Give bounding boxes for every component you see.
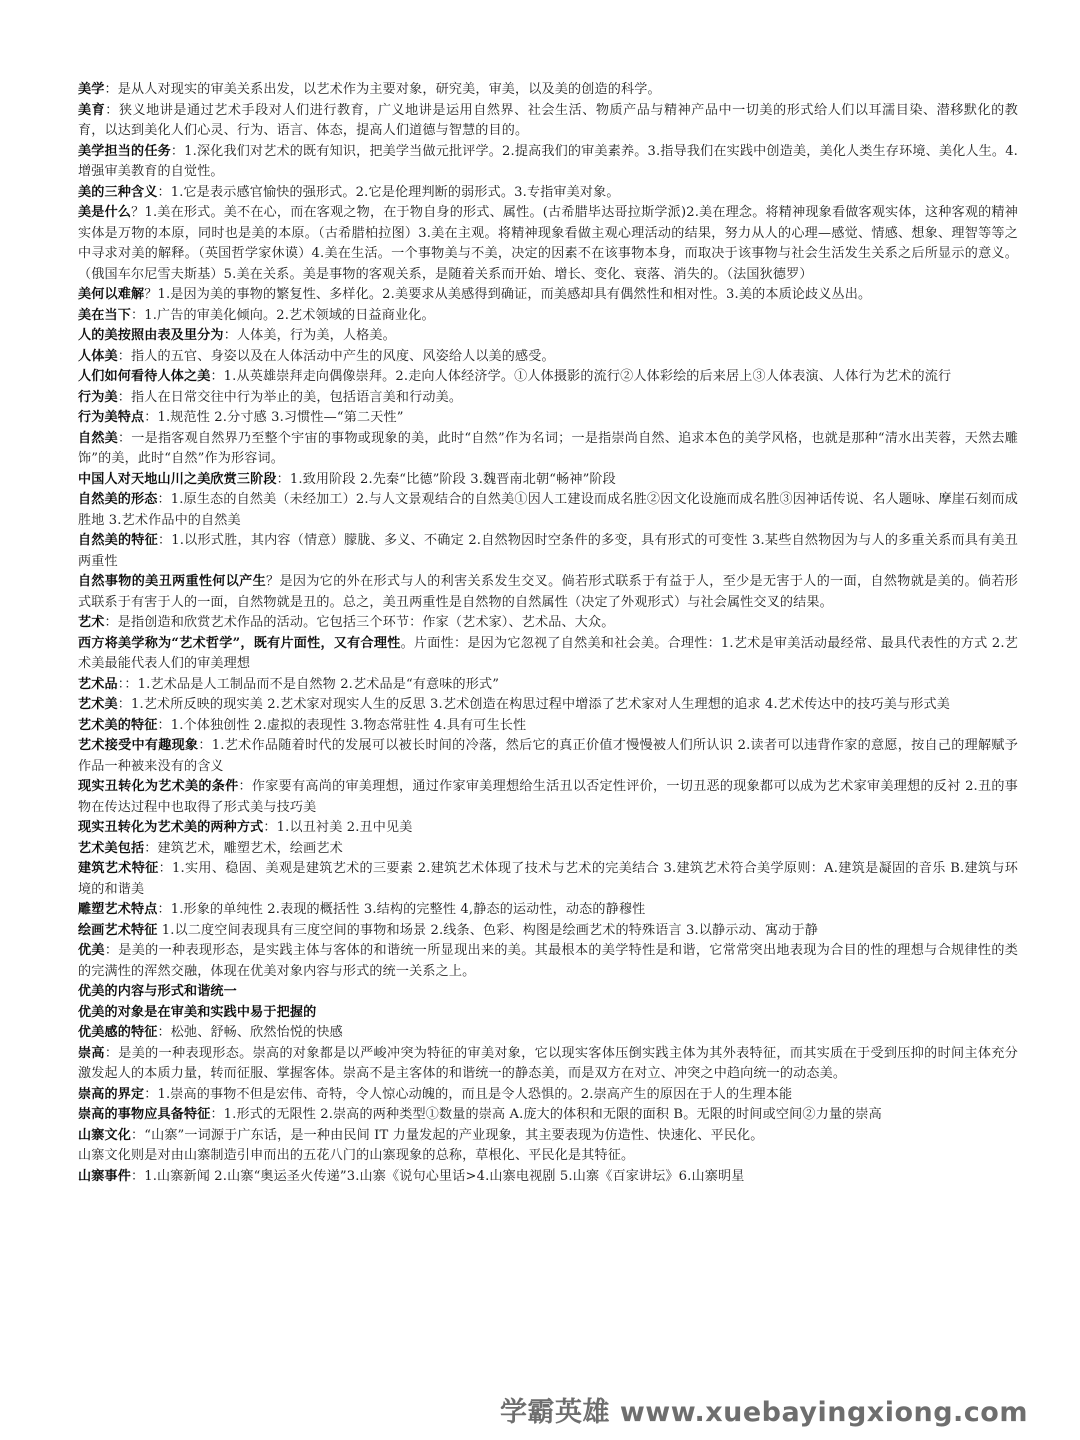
entry-paragraph (78, 326, 1018, 347)
entry-text: ：1.实用、稳固、美观是建筑艺术的三要素 2.建筑艺术体现了技术与艺术的完美结合 3.建筑艺术符合美学原则：A.建筑是凝固的音乐 B.建筑与环境的和谐美 (78, 861, 1019, 897)
entry-paragraph (78, 859, 1018, 900)
entry-term: 雕塑艺术特点 (78, 902, 158, 917)
entry-term: 西方将美学称为“艺术哲学”，既有片面性，又有合理性 (78, 635, 401, 651)
entry-term: 人们如何看待人体之美 (78, 369, 211, 384)
entry-paragraph (78, 203, 1018, 285)
entry-paragraph (78, 839, 1018, 860)
entry-paragraph (78, 306, 1018, 327)
entry-term: 自然事物的美丑两重性何以产生 (78, 574, 267, 589)
entry-text: ：1.形式的无限性 2.崇高的两种类型①数量的崇高 A.庞大的体积和无限的面积 B。无限的时间或空间②力量的崇高 (210, 1107, 882, 1122)
entry-term: 美在当下 (78, 307, 131, 323)
entry-paragraph (78, 367, 1018, 388)
entry-term: 崇高 (78, 1045, 105, 1061)
entry-paragraph (78, 613, 1018, 634)
entry-term: 美学 (78, 82, 105, 97)
site-watermark: 学霸英雄 www.xuebayingxiong.com (499, 1397, 1028, 1428)
entry-text: ：狭义地讲是通过艺术手段对人们进行教育，广义地讲是运用自然界、社会生活、物质产品与精神产品中一切美的形式给人们以耳濡目染、潜移默化的教育，以达到美化人们心灵、行为、语言、体态，提高人们道德与智慧的目的。 (78, 102, 1018, 138)
entry-text: ：1.它是表示感官愉快的强形式。2.它是伦理判断的弱形式。3.专指审美对象。 (157, 184, 620, 200)
entry-paragraph (78, 183, 1018, 204)
entry-paragraph (78, 921, 1018, 942)
entry-text: ：指人在日常交往中行为举止的美，包括语言美和行动美。 (117, 389, 463, 405)
entry-term: 现实丑转化为艺术美的条件 (78, 779, 239, 794)
entry-term: 行为美 (78, 389, 118, 405)
entry-paragraph (78, 818, 1018, 839)
entry-term: 自然美 (78, 430, 118, 446)
entry-text: ：1.致用阶段 2.先秦“比德”阶段 3.魏晋南北朝“畅神”阶段 (276, 471, 616, 487)
entry-text: ：一是指客观自然界乃至整个宇宙的事物或现象的美，此时“自然”作为名词；一是指崇尚自然、追求本色的美学风格，也就是那种“清水出芙蓉，天然去雕饰”的美，此时“自然”作为形容词。 (78, 430, 1019, 466)
entry-paragraph (78, 716, 1018, 737)
entry-text: ：人体美，行为美，人格美。 (223, 328, 396, 343)
entry-paragraph (78, 408, 1018, 429)
entry-term: 优美的对象是在审美和实践中易于把握的 (78, 1004, 317, 1020)
entry-text: ：是从人对现实的审美关系出发，以艺术作为主要对象，研究美，审美，以及美的创造的科学。 (104, 82, 661, 97)
entry-text: ：1.形象的单纯性 2.表现的概括性 3.结构的完整性 4,静态的运动性，动态的静穆性 (157, 902, 646, 917)
entry-paragraph (78, 285, 1018, 306)
entry-text: ：松弛、舒畅、欣然怡悦的快感 (157, 1025, 343, 1040)
entry-term: 建筑艺术特征 (78, 861, 159, 876)
entry-paragraph (78, 941, 1018, 982)
entry-term: 艺术美包括 (78, 840, 145, 856)
entry-paragraph (78, 429, 1018, 470)
entry-text: ：1.崇高的事物不但是宏伟、奇特，令人惊心动魄的，而且是令人恐惧的。2.崇高产生的原因在于人的生理本能 (144, 1086, 793, 1102)
entry-term: 优美 (78, 943, 105, 958)
entry-term: 自然美的特征 (78, 533, 158, 548)
entry-text: ：建筑艺术，雕塑艺术，绘画艺术 (144, 840, 343, 856)
entry-term: 艺术 (78, 615, 105, 630)
entry-paragraph (78, 1003, 1018, 1024)
entry-paragraph (78, 1167, 1018, 1188)
entry-paragraph (78, 634, 1018, 675)
entry-term: 自然美的形态 (78, 492, 158, 507)
entry-text: ：“山寨”一词源于广东话，是一种由民间 IT 力量发起的产业现象，其主要表现为仿造性、快速化、平民化。 (130, 1127, 764, 1143)
entry-term: 山寨文化 (78, 1127, 131, 1143)
entry-text: 。片面性：是因为它忽视了自然美和社会美。合理性：1.艺术是审美活动最经常、最具代表性的方式 2.艺术美最能代表人们的审美理想 (78, 635, 1018, 671)
entry-term: 美是什么 (78, 205, 132, 220)
entry-paragraph (78, 80, 1018, 101)
entry-term: 美育 (78, 102, 106, 118)
entry-paragraph (78, 982, 1018, 1003)
entry-term: 崇高的事物应具备特征 (78, 1107, 211, 1122)
entry-text: ？1.美在形式。美不在心，而在客观之物，在于物自身的形式、属性。(古希腊毕达哥拉斯学派)2.美在理念。将精神现象看做客观实体，这种客观的精神实体是万物的本原，同时也是美的本原。（古希腊柏拉图）3.美在主观。将精神现象看做主观心理活动的结果，努力从人的心理—感觉、情感、想象、理智等等之中寻求对美的解释。（英国哲学家休谟）4.美在生活。一个事物美与不美，决定的因素不在该事物本身，而取决于该事物与社会生活发生关系之后所显示的意义。（俄国车尔尼雪夫斯基）5.美在关系。美是事物的客观关系，是随着关系而开始、增长、变化、衰落、消失的。（法国狄德罗） (78, 205, 1018, 282)
entry-term: 美何以难解 (78, 287, 145, 302)
entry-text: ：作家要有高尚的审美理想，通过作家审美理想给生活丑以否定性评价，一切丑恶的现象都可以成为艺术家审美理想的反衬 2.丑的事物在传达过程中也取得了形式美与技巧美 (78, 779, 1018, 815)
entry-text: ：1.个体独创性 2.虚拟的表现性 3.物态常驻性 4.具有可生长性 (157, 717, 527, 733)
entry-term: 艺术美的特征 (78, 717, 158, 733)
entry-paragraph (78, 572, 1018, 613)
entry-term: 行为美特点 (78, 410, 145, 425)
entry-paragraph (78, 1085, 1018, 1106)
entry-term: 艺术美 (78, 697, 118, 712)
entry-paragraph (78, 1044, 1018, 1085)
entry-paragraph (78, 1146, 1018, 1167)
entry-text: ：1.深化我们对艺术的既有知识，把美学当做元批评学。2.提高我们的审美素养。3.指导我们在实践中创造美，美化人类生存环境、美化人生。4.增强审美教育的自觉性。 (78, 143, 1018, 179)
entry-paragraph (78, 142, 1018, 183)
entry-text: ：1.山寨新闻 2.山寨“奥运圣火传递”3.山寨《说句心里话>4.山寨电视剧 5.山寨《百家讲坛》6.山寨明星 (130, 1168, 745, 1184)
entry-text: 山寨文化则是对由山寨制造引申而出的五花八门的山寨现象的总称，草根化、平民化是其特征。 (78, 1148, 635, 1163)
entry-text: ：是美的一种表现形态。崇高的对象都是以严峻冲突为特征的审美对象，它以现实客体压倒实践主体为其外表特征，而其实质在于受到压抑的时间主体充分激发起人的本质力量，转而征服、掌握客体。崇高不是主客体的和谐统一的静态美，而是双方在对立、冲突之中趋向统一的动态美。 (78, 1045, 1018, 1081)
entry-text: ：1.以形式胜，其内容（情意）朦胧、多义、不确定 2.自然物因时空条件的多变，具有形式的可变性 3.某些自然物因为与人的多重关系而具有美丑两重性 (78, 533, 1018, 569)
entry-term: 艺术接受中有趣现象 (78, 738, 199, 753)
entry-paragraph (78, 101, 1018, 142)
entry-term: 绘画艺术特征 (78, 922, 158, 938)
entry-term: 人体美 (78, 348, 118, 364)
entry-paragraph (78, 1023, 1018, 1044)
entry-term: 艺术品 (78, 676, 118, 692)
entry-text: ：1.艺术所反映的现实美 2.艺术家对现实人生的反思 3.艺术创造在构思过程中增添了艺术家对人生理想的追求 4.艺术传达中的技巧美与形式美 (117, 697, 950, 712)
entry-term: 优美的内容与形式和谐统一 (78, 984, 237, 999)
entry-text: 1.以二度空间表现具有三度空间的事物和场景 2.线条、色彩、构图是绘画艺术的特殊语言 3.以静示动、寓动于静 (157, 922, 818, 938)
entry-term: 崇高的界定 (78, 1086, 145, 1102)
entry-term: 现实丑转化为艺术美的两种方式 (78, 820, 264, 835)
entry-paragraph (78, 531, 1018, 572)
entry-paragraph (78, 736, 1018, 777)
entry-text: ：1.从英雄崇拜走向偶像崇拜。2.走向人体经济学。①人体摄影的流行②人体彩绘的后来居上③人体表演、人体行为艺术的流行 (210, 369, 952, 384)
entry-text: ：1.艺术作品随着时代的发展可以被长时间的冷落，然后它的真正价值才慢慢被人们所认识 2.读者可以违背作家的意愿，按自己的理解赋予作品一种被来没有的含义 (78, 738, 1018, 774)
entry-text: ？1.是因为美的事物的繁复性、多样化。2.美要求从美感得到确证，而美感却具有偶然性和相对性。3.美的本质论歧义丛出。 (144, 287, 872, 302)
document-body (78, 80, 1018, 1187)
entry-paragraph (78, 900, 1018, 921)
entry-term: 优美感的特征 (78, 1025, 158, 1040)
entry-paragraph (78, 470, 1018, 491)
entry-paragraph (78, 675, 1018, 696)
entry-paragraph (78, 347, 1018, 368)
entry-paragraph (78, 1126, 1018, 1147)
entry-text: ：是美的一种表现形态，是实践主体与客体的和谐统一所显现出来的美。其最根本的美学特性是和谐，它常常突出地表现为合目的性的理想与合规律性的类的完满性的浑然交融，体现在优美对象内容与形式的统一关系之上。 (78, 943, 1018, 979)
entry-text: ：1.原生态的自然美（未经加工）2.与人文景观结合的自然美①因人工建设而成名胜②因文化设施而成名胜③因神话传说、名人题咏、摩崖石刻而成胜地 3.艺术作品中的自然美 (78, 492, 1018, 528)
entry-text: ：指人的五官、身姿以及在人体活动中产生的风度、风姿给人以美的感受。 (117, 348, 555, 364)
entry-paragraph (78, 777, 1018, 818)
entry-text: ？是因为它的外在形式与人的利害关系发生交叉。倘若形式联系于有益于人，至少是无害于人的一面，自然物就是美的。倘若形式联系于有害于人的一面，自然物就是丑的。总之，美丑两重性是自然物的自然属性（决定了外观形式）与社会属性交叉的结果。 (78, 574, 1018, 610)
entry-paragraph (78, 695, 1018, 716)
entry-text: ：1.规范性 2.分寸感 3.习惯性—“第二天性” (144, 410, 404, 425)
entry-term: 美的三种含义 (78, 184, 158, 200)
entry-term: 人的美按照由表及里分为 (78, 328, 224, 343)
entry-paragraph (78, 490, 1018, 531)
entry-paragraph (78, 388, 1018, 409)
entry-term: 美学担当的任务 (78, 143, 171, 159)
entry-text: ：是指创造和欣赏艺术作品的活动。它包括三个环节：作家（艺术家）、艺术品、大众。 (104, 615, 615, 630)
entry-text: ：1.以丑衬美 2.丑中见美 (263, 820, 413, 835)
entry-text: ：：1.艺术品是人工制品而不是自然物 2.艺术品是“有意味的形式” (117, 676, 500, 692)
entry-text: ：1.广告的审美化倾向。2.艺术领域的日益商业化。 (130, 307, 435, 323)
entry-term: 中国人对天地山川之美欣赏三阶段 (78, 471, 277, 487)
entry-paragraph (78, 1105, 1018, 1126)
entry-term: 山寨事件 (78, 1168, 131, 1184)
